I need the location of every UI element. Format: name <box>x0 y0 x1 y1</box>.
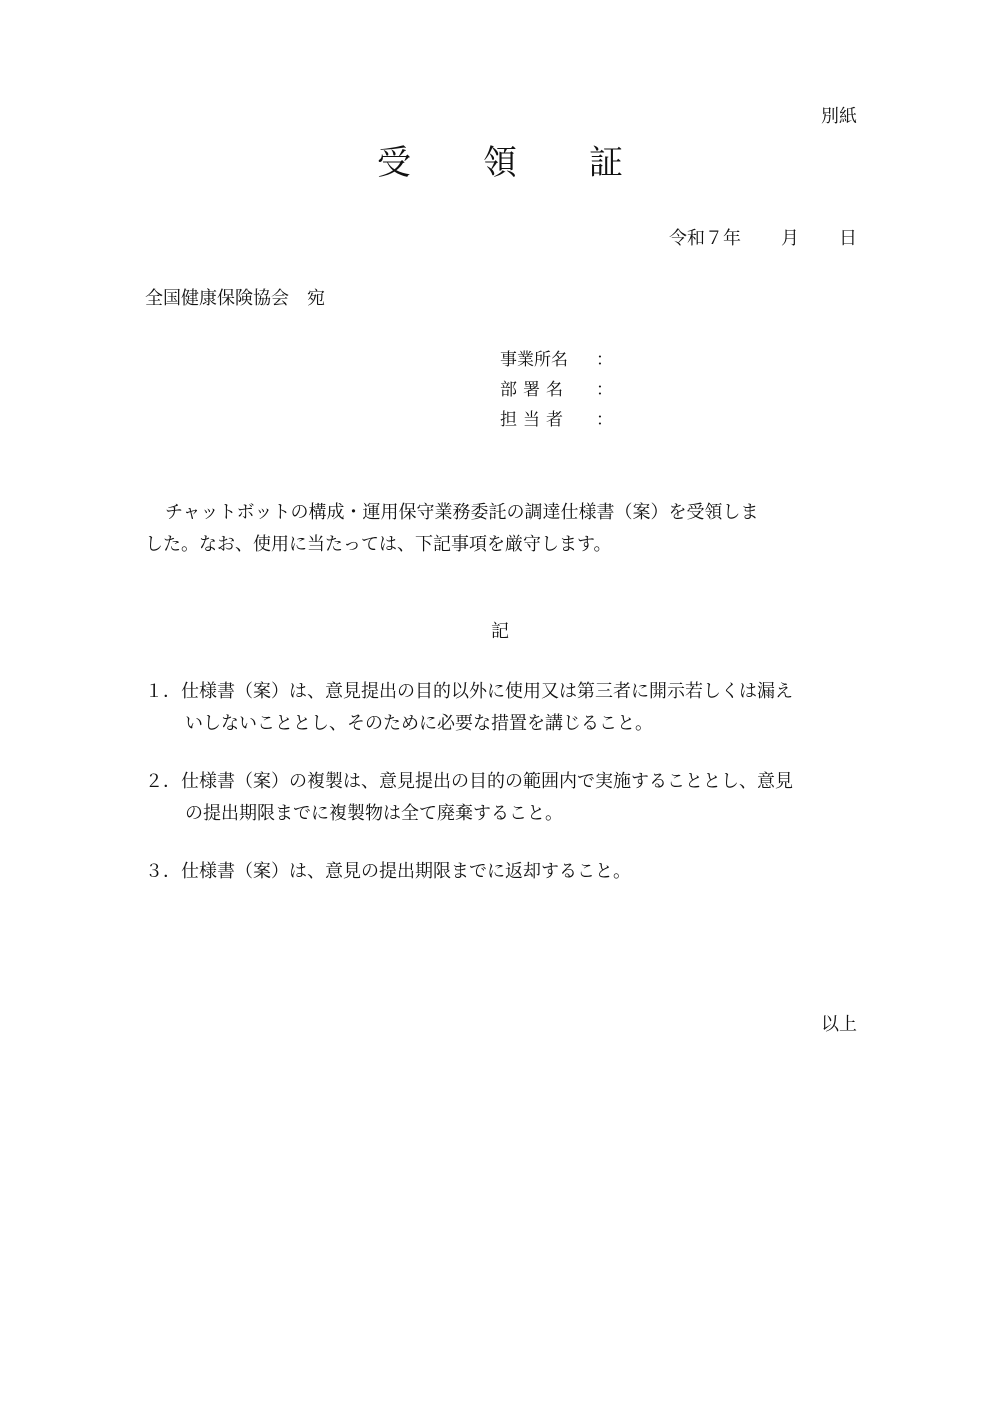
sender-label-office: 事業所名 <box>500 350 568 370</box>
date-day: 日 <box>839 228 857 249</box>
sender-colon: ： <box>596 350 613 370</box>
addressee: 全国健康保険協会 宛 <box>145 288 325 309</box>
date-month: 月 <box>781 228 799 249</box>
body-line: した。なお、使用に当たっては、下記事項を厳守します。 <box>145 534 612 555</box>
sender-colon: ： <box>596 380 613 400</box>
list-item-line: ２．仕様書（案）の複製は、意見提出の目的の範囲内で実施することとし、意見 <box>145 771 793 792</box>
ki-heading: 記 <box>491 621 509 642</box>
sender-label-department: 部署名 <box>500 380 569 400</box>
sender-colon: ： <box>596 410 613 430</box>
document-title <box>0 142 1000 184</box>
title-char: 領 <box>483 143 517 183</box>
date-line <box>669 228 857 250</box>
date-era-year: 令和７年 <box>669 228 741 249</box>
attachment-label: 別紙 <box>821 106 857 127</box>
list-item <box>145 766 865 830</box>
title-char: 証 <box>589 143 623 183</box>
body-line: チャットボットの構成・運用保守業務委託の調達仕様書（案）を受領しま <box>165 502 759 523</box>
list-item-line: ３．仕様書（案）は、意見の提出期限までに返却すること。 <box>145 861 631 882</box>
sender-label-person: 担当者 <box>500 410 569 430</box>
list-item-line: いしないこととし、そのために必要な措置を講じること。 <box>185 713 653 734</box>
list-item-line: の提出期限までに複製物は全て廃棄すること。 <box>185 803 563 824</box>
closing-text: 以上 <box>821 1014 857 1035</box>
sender-fields <box>500 349 613 431</box>
list-item <box>145 676 865 740</box>
body-paragraph <box>145 497 857 561</box>
list-item-line: １．仕様書（案）は、意見提出の目的以外に使用又は第三者に開示若しくは漏え <box>145 681 793 702</box>
title-char: 受 <box>377 143 411 183</box>
list-item <box>145 856 865 888</box>
